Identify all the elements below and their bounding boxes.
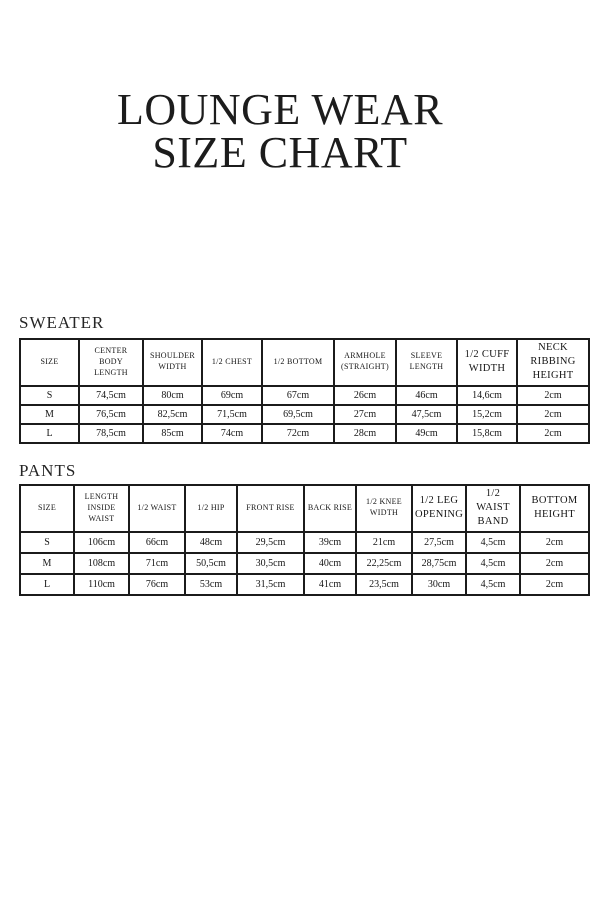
data-cell: 69,5cm	[262, 405, 334, 424]
column-header-half-hip: 1/2 HIP	[185, 485, 237, 532]
data-cell: 71,5cm	[202, 405, 262, 424]
data-cell: 23,5cm	[356, 574, 412, 595]
data-cell: 49cm	[396, 424, 457, 443]
column-header-half-cuff-width: 1/2 CUFF WIDTH	[457, 339, 517, 386]
sweater-header-row	[20, 339, 589, 386]
column-header-front-rise: FRONT RISE	[237, 485, 304, 532]
data-cell: 76cm	[129, 574, 185, 595]
data-cell: 50,5cm	[185, 553, 237, 574]
size-cell: L	[20, 424, 79, 443]
column-header-armhole-straight: ARMHOLE (STRAIGHT)	[334, 339, 396, 386]
data-cell: 2cm	[520, 532, 589, 553]
sweater-row-m	[20, 405, 589, 424]
pants-row-m	[20, 553, 589, 574]
data-cell: 26cm	[334, 386, 396, 405]
data-cell: 27cm	[334, 405, 396, 424]
column-header-neck-ribbing-height: NECK RIBBING HEIGHT	[517, 339, 589, 386]
title-line-2: SIZE CHART	[152, 128, 408, 177]
data-cell: 71cm	[129, 553, 185, 574]
column-header-sleeve-length: SLEEVE LENGTH	[396, 339, 457, 386]
data-cell: 27,5cm	[412, 532, 466, 553]
data-cell: 28,75cm	[412, 553, 466, 574]
column-header-size: SIZE	[20, 485, 74, 532]
column-header-half-bottom: 1/2 BOTTOM	[262, 339, 334, 386]
data-cell: 76,5cm	[79, 405, 143, 424]
sweater-row-s	[20, 386, 589, 405]
data-cell: 2cm	[517, 405, 589, 424]
size-cell: M	[20, 553, 74, 574]
data-cell: 74cm	[202, 424, 262, 443]
data-cell: 22,25cm	[356, 553, 412, 574]
data-cell: 82,5cm	[143, 405, 202, 424]
pants-header-row	[20, 485, 589, 532]
column-header-shoulder-width: SHOULDER WIDTH	[143, 339, 202, 386]
data-cell: 48cm	[185, 532, 237, 553]
data-cell: 74,5cm	[79, 386, 143, 405]
data-cell: 80cm	[143, 386, 202, 405]
column-header-half-waist: 1/2 WAIST	[129, 485, 185, 532]
data-cell: 21cm	[356, 532, 412, 553]
size-cell: S	[20, 386, 79, 405]
data-cell: 2cm	[520, 574, 589, 595]
data-cell: 28cm	[334, 424, 396, 443]
data-cell: 41cm	[304, 574, 356, 595]
page-title	[0, 85, 560, 177]
data-cell: 15,2cm	[457, 405, 517, 424]
data-cell: 30cm	[412, 574, 466, 595]
data-cell: 4,5cm	[466, 574, 520, 595]
data-cell: 15,8cm	[457, 424, 517, 443]
column-header-half-chest: 1/2 CHEST	[202, 339, 262, 386]
data-cell: 40cm	[304, 553, 356, 574]
column-header-bottom-height: BOTTOM HEIGHT	[520, 485, 589, 532]
column-header-length-inside-waist: LENGTH INSIDE WAIST	[74, 485, 129, 532]
title-line-1: LOUNGE WEAR	[116, 85, 444, 134]
data-cell: 2cm	[517, 424, 589, 443]
data-cell: 39cm	[304, 532, 356, 553]
data-cell: 67cm	[262, 386, 334, 405]
pants-size-table	[19, 484, 590, 596]
data-cell: 47,5cm	[396, 405, 457, 424]
pants-section-label: PANTS	[19, 461, 77, 480]
pants-row-l	[20, 574, 589, 595]
sweater-size-table	[19, 338, 590, 444]
data-cell: 66cm	[129, 532, 185, 553]
data-cell: 108cm	[74, 553, 129, 574]
column-header-half-waist-band: 1/2 WAIST BAND	[466, 485, 520, 532]
column-header-size: SIZE	[20, 339, 79, 386]
data-cell: 46cm	[396, 386, 457, 405]
data-cell: 2cm	[520, 553, 589, 574]
data-cell: 72cm	[262, 424, 334, 443]
column-header-center-body-length: CENTER BODY LENGTH	[79, 339, 143, 386]
data-cell: 4,5cm	[466, 553, 520, 574]
data-cell: 29,5cm	[237, 532, 304, 553]
data-cell: 30,5cm	[237, 553, 304, 574]
data-cell: 110cm	[74, 574, 129, 595]
size-cell: M	[20, 405, 79, 424]
sweater-row-l	[20, 424, 589, 443]
data-cell: 4,5cm	[466, 532, 520, 553]
size-cell: L	[20, 574, 74, 595]
data-cell: 78,5cm	[79, 424, 143, 443]
data-cell: 53cm	[185, 574, 237, 595]
column-header-back-rise: BACK RISE	[304, 485, 356, 532]
data-cell: 69cm	[202, 386, 262, 405]
data-cell: 85cm	[143, 424, 202, 443]
column-header-half-leg-opening: 1/2 LEG OPENING	[412, 485, 466, 532]
data-cell: 2cm	[517, 386, 589, 405]
sweater-section-label: SWEATER	[19, 313, 105, 332]
data-cell: 14,6cm	[457, 386, 517, 405]
column-header-half-knee-width: 1/2 KNEE WIDTH	[356, 485, 412, 532]
pants-row-s	[20, 532, 589, 553]
data-cell: 106cm	[74, 532, 129, 553]
data-cell: 31,5cm	[237, 574, 304, 595]
size-cell: S	[20, 532, 74, 553]
